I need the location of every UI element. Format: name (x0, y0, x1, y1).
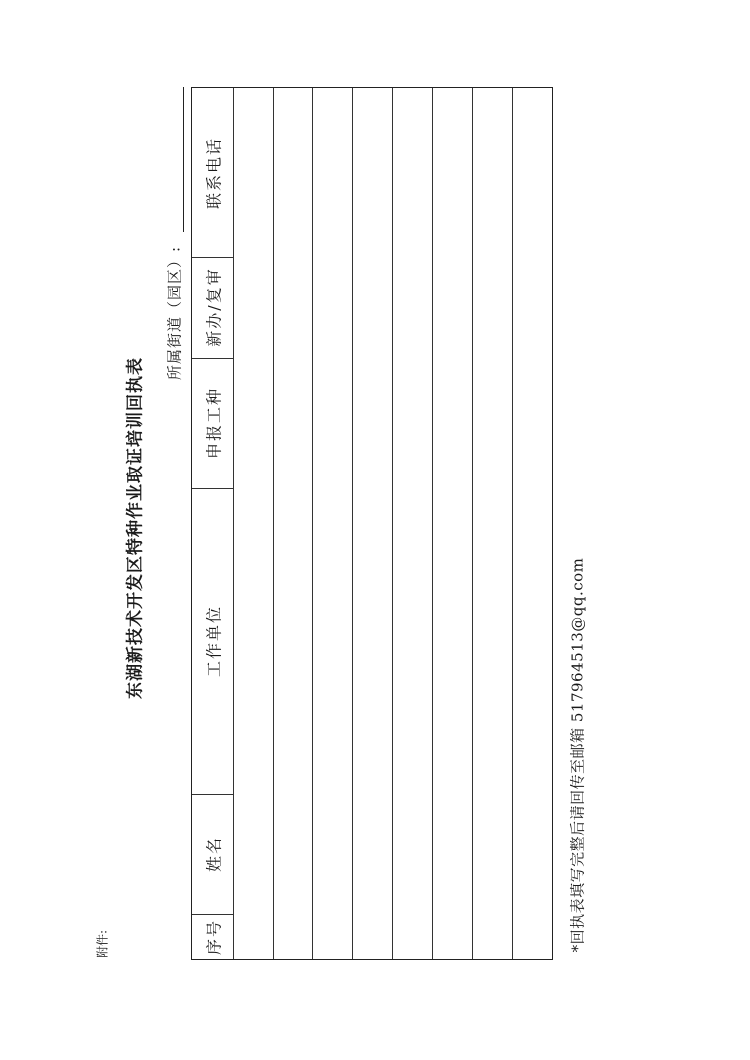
header-new-or-renewal: 新办/复审 (204, 267, 224, 347)
attachment-label: 附件: (95, 929, 110, 959)
district-fill-line (183, 87, 184, 232)
header-serial: 序号 (204, 918, 224, 956)
row-divider (432, 88, 433, 959)
header-divider (192, 358, 234, 359)
footer-note: *回执表填写完整后请回传至邮箱 517964513@qq.com (568, 557, 587, 953)
header-divider (192, 257, 234, 258)
row-divider (352, 88, 353, 959)
document-title: 东湖新技术开发区特种作业取证培训回执表 (125, 357, 146, 699)
row-divider (392, 88, 393, 959)
header-employer: 工作单位 (204, 604, 224, 678)
header-divider (192, 794, 234, 795)
header-work-type: 申报工种 (204, 386, 224, 460)
district-label: 所属街道（园区）: (165, 245, 184, 381)
registration-table (191, 87, 553, 960)
header-divider (192, 488, 234, 489)
row-divider (312, 88, 313, 959)
row-divider (472, 88, 473, 959)
header-name: 姓名 (204, 835, 224, 873)
header-divider (192, 914, 234, 915)
row-divider (233, 88, 234, 959)
row-divider (273, 88, 274, 959)
header-phone: 联系电话 (204, 136, 224, 210)
row-divider (512, 88, 513, 959)
